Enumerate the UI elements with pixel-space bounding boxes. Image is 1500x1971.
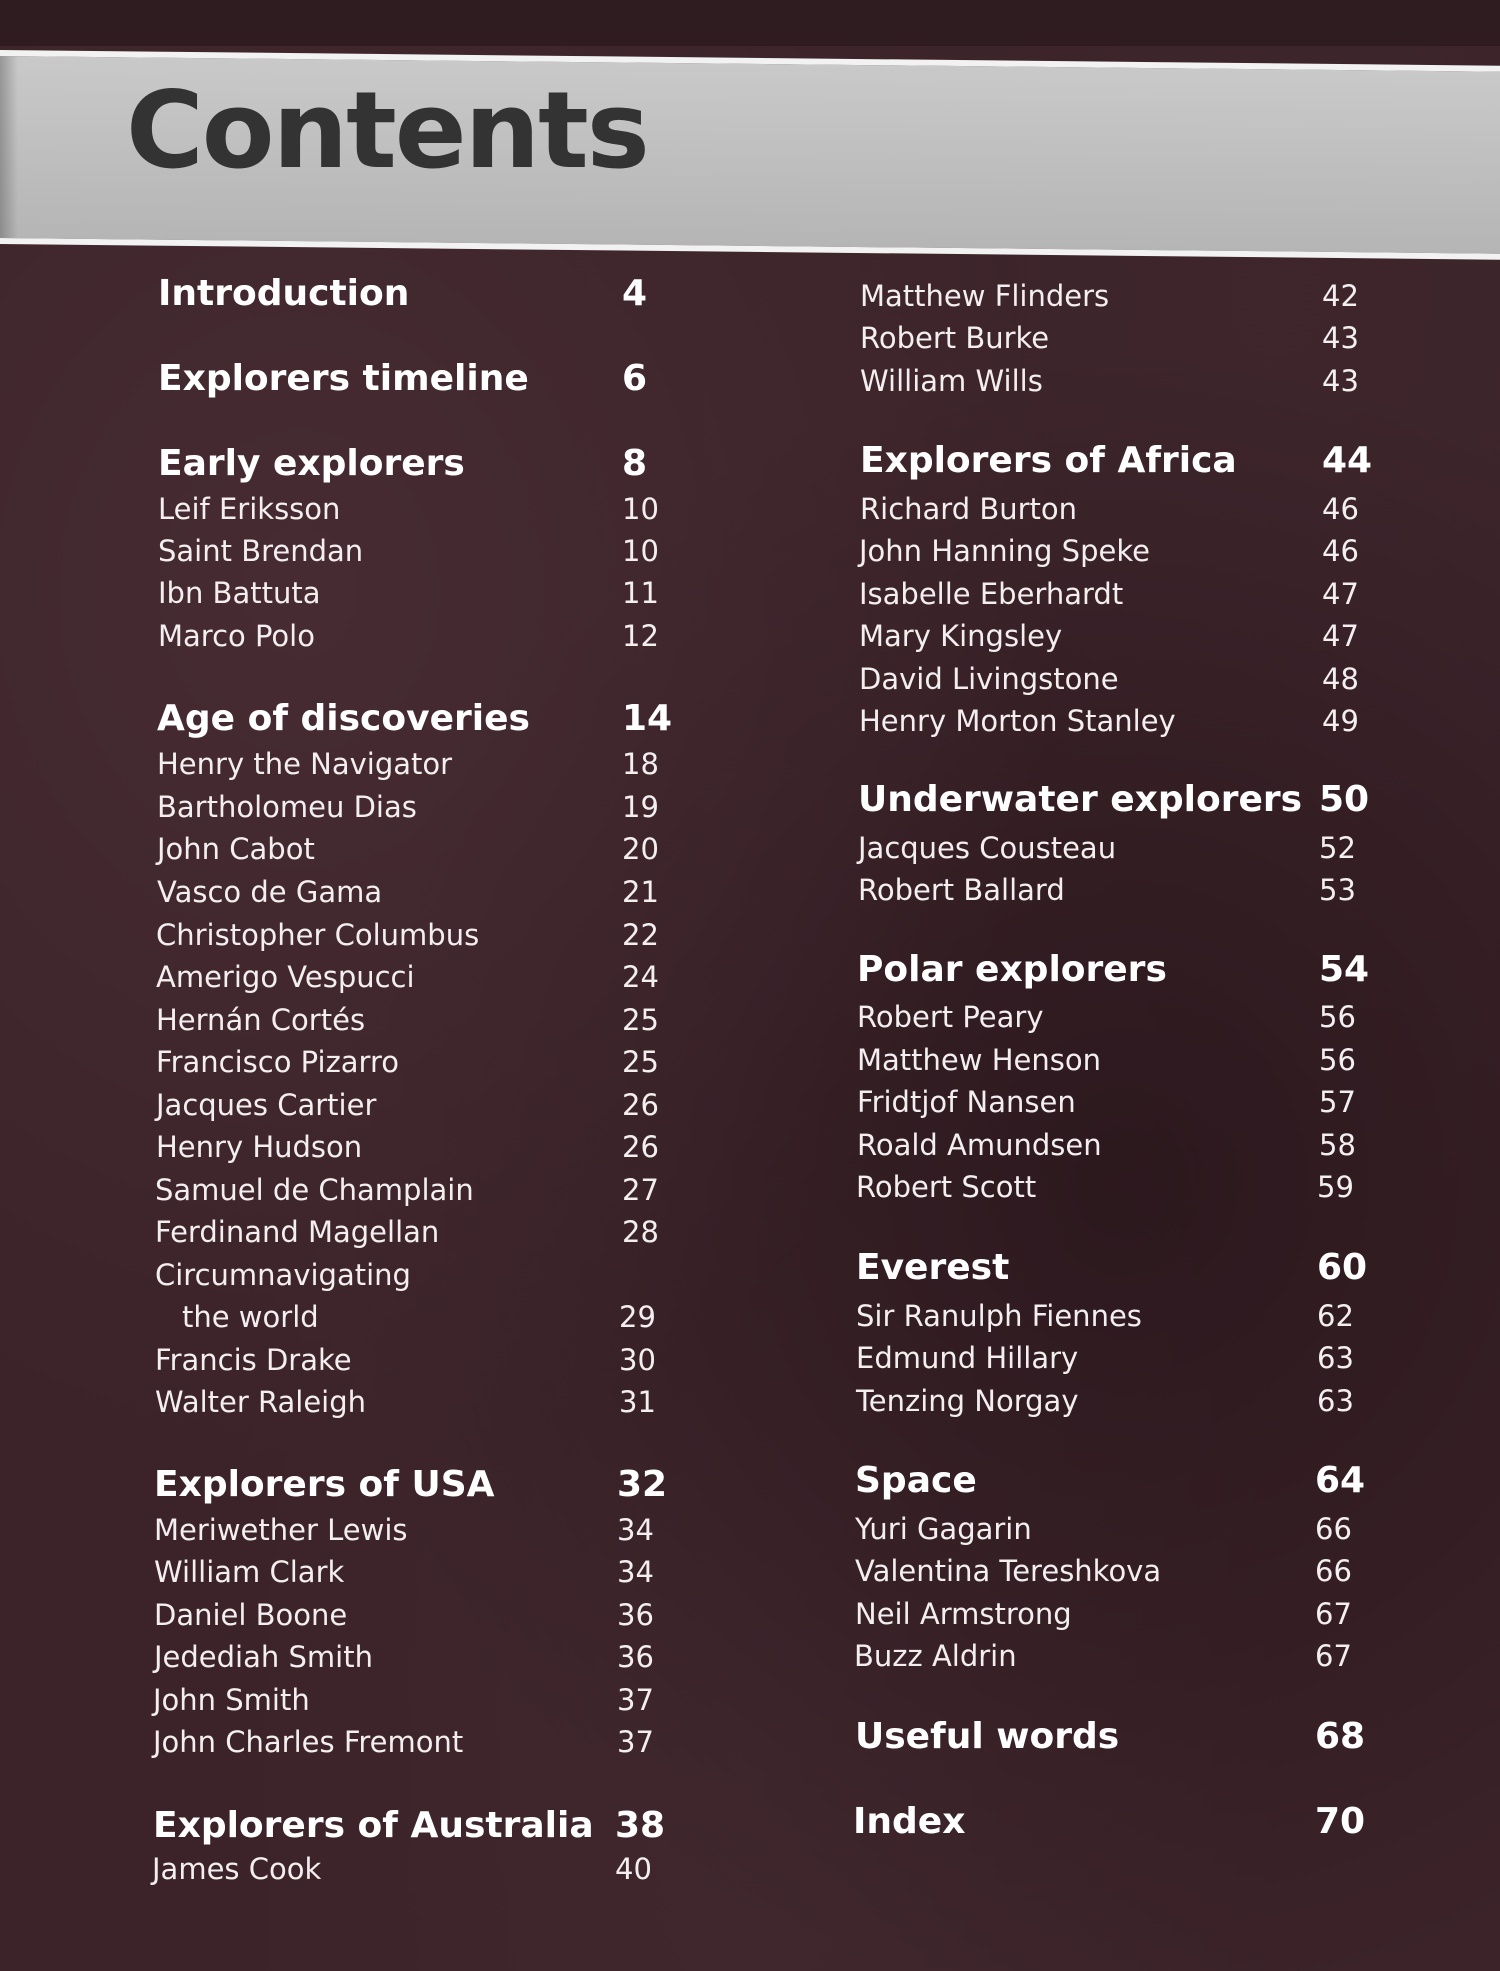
toc-page-number: 29 (619, 1300, 656, 1334)
toc-page-number: 34 (617, 1555, 654, 1589)
toc-page-number: 10 (622, 492, 659, 526)
toc-page-number: 67 (1315, 1597, 1352, 1631)
top-band (0, 0, 1500, 46)
toc-page-number: 53 (1319, 873, 1356, 907)
toc-page-number: 24 (622, 960, 659, 994)
toc-page-number: 21 (622, 875, 659, 909)
toc-item-title: David Livingstone (859, 662, 1119, 696)
toc-item-title: Neil Armstrong (855, 1597, 1072, 1631)
toc-page-number: 27 (622, 1173, 659, 1207)
toc-section-title: Explorers of Australia (153, 1805, 594, 1846)
toc-page-number: 48 (1322, 662, 1359, 696)
toc-page-number: 68 (1315, 1716, 1366, 1757)
toc-page-number: 49 (1322, 704, 1359, 738)
toc-item-title: William Wills (860, 364, 1043, 398)
toc-section-title: Early explorers (158, 443, 465, 484)
toc-item-title: Tenzing Norgay (856, 1384, 1079, 1418)
toc-page-number: 36 (617, 1640, 654, 1674)
toc-item-title: Vasco de Gama (157, 875, 383, 909)
toc-item-title: Hernán Cortés (156, 1003, 366, 1037)
toc-item-title: Bartholomeu Dias (157, 790, 417, 824)
toc-page-number: 56 (1319, 1000, 1356, 1034)
toc-page-number: 63 (1317, 1384, 1354, 1418)
toc-item-title: Francisco Pizarro (156, 1045, 400, 1079)
toc-item-title: Ferdinand Magellan (155, 1215, 440, 1249)
toc-page-number: 26 (622, 1088, 659, 1122)
toc-page-number: 18 (622, 747, 659, 781)
toc-item-title: Henry Hudson (156, 1130, 363, 1164)
toc-item-title: Marco Polo (158, 619, 315, 653)
toc-page-number: 47 (1322, 577, 1359, 611)
toc-page-number: 67 (1315, 1639, 1352, 1673)
toc-page-number: 38 (615, 1805, 666, 1846)
toc-item-title: Edmund Hillary (856, 1341, 1079, 1375)
toc-page-number: 25 (622, 1003, 659, 1037)
toc-item-title: Meriwether Lewis (154, 1513, 408, 1547)
toc-page-number: 22 (622, 918, 659, 952)
toc-section-title: Index (853, 1801, 966, 1842)
toc-page-number: 6 (622, 358, 648, 399)
toc-page-number: 36 (617, 1598, 654, 1632)
toc-page-number: 56 (1319, 1043, 1356, 1077)
toc-item-title: Circumnavigating (155, 1258, 411, 1292)
toc-item-title: Sir Ranulph Fiennes (856, 1299, 1142, 1333)
toc-section-title: Useful words (855, 1716, 1120, 1757)
toc-item-title: Matthew Henson (857, 1043, 1101, 1077)
toc-page-number: 12 (622, 619, 659, 653)
toc-page-number: 10 (622, 534, 659, 568)
toc-page-number: 44 (1322, 440, 1373, 481)
toc-item-title: Jacques Cousteau (858, 831, 1117, 865)
toc-page-number: 66 (1315, 1512, 1352, 1546)
toc-item-title: Saint Brendan (158, 534, 364, 568)
toc-item-title: John Hanning Speke (859, 534, 1150, 568)
toc-page-number: 52 (1319, 831, 1356, 865)
toc-page-number: 60 (1317, 1247, 1368, 1288)
toc-page-number: 19 (622, 790, 659, 824)
toc-page-number: 63 (1317, 1341, 1354, 1375)
toc-item-title: Samuel de Champlain (155, 1173, 474, 1207)
toc-item-title: Buzz Aldrin (854, 1639, 1017, 1673)
toc-item-title: Ibn Battuta (158, 576, 321, 610)
toc-item-title: Yuri Gagarin (855, 1512, 1032, 1546)
toc-page-number: 11 (622, 576, 659, 610)
toc-item-title: John Charles Fremont (153, 1725, 464, 1759)
toc-page-number: 37 (617, 1725, 654, 1759)
toc-item-title: Isabelle Eberhardt (859, 577, 1124, 611)
toc-page-number: 64 (1315, 1460, 1366, 1501)
page-title: Contents (126, 69, 648, 192)
toc-item-title: Fridtjof Nansen (857, 1085, 1076, 1119)
toc-item-title: John Smith (153, 1683, 310, 1717)
toc-page-number: 66 (1315, 1554, 1352, 1588)
toc-page-number: 32 (617, 1464, 668, 1505)
toc-item-title: Mary Kingsley (859, 619, 1063, 653)
toc-section-title: Explorers timeline (158, 358, 529, 399)
toc-page-number: 20 (622, 832, 659, 866)
toc-item-title: Henry the Navigator (157, 747, 453, 781)
toc-page-number: 50 (1319, 779, 1370, 820)
toc-page-number: 28 (622, 1215, 659, 1249)
toc-section-title: Explorers of USA (154, 1464, 495, 1505)
toc-item-title: Leif Eriksson (158, 492, 341, 526)
toc-page-number: 37 (617, 1683, 654, 1717)
toc-item-title: Jedediah Smith (154, 1640, 373, 1674)
toc-page-number: 47 (1322, 619, 1359, 653)
toc-item-title: Daniel Boone (154, 1598, 348, 1632)
toc-page-number: 25 (622, 1045, 659, 1079)
toc-item-title: Jacques Cartier (156, 1088, 377, 1122)
toc-section-title: Age of discoveries (157, 698, 530, 739)
toc-page-number: 31 (619, 1385, 656, 1419)
toc-item-title: Amerigo Vespucci (156, 960, 415, 994)
toc-item-title: William Clark (154, 1555, 345, 1589)
toc-item-title: Robert Peary (857, 1000, 1044, 1034)
toc-page-number: 14 (622, 698, 673, 739)
toc-section-title: Explorers of Africa (860, 440, 1237, 481)
toc-section-title: Introduction (158, 273, 410, 314)
toc-page-number: 26 (622, 1130, 659, 1164)
toc-page-number: 4 (622, 273, 648, 314)
toc-page-number: 54 (1319, 949, 1370, 990)
toc-page-number: 43 (1322, 364, 1359, 398)
toc-item-title: Christopher Columbus (156, 918, 480, 952)
toc-item-title: Henry Morton Stanley (859, 704, 1176, 738)
toc-page-number: 40 (615, 1852, 652, 1886)
toc-page-number: 70 (1315, 1801, 1366, 1842)
banner-shade (0, 56, 18, 238)
toc-item-title: Richard Burton (860, 492, 1078, 526)
toc-item-title: James Cook (152, 1852, 322, 1886)
toc-item-title: Robert Burke (860, 321, 1050, 355)
toc-item-title: Roald Amundsen (857, 1128, 1102, 1162)
toc-page-number: 30 (619, 1343, 656, 1377)
toc-item-title: the world (182, 1300, 319, 1334)
toc-section-title: Everest (856, 1247, 1010, 1288)
toc-page-number: 62 (1317, 1299, 1354, 1333)
toc-page-number: 34 (617, 1513, 654, 1547)
toc-item-title: Francis Drake (155, 1343, 352, 1377)
toc-item-title: Robert Ballard (858, 873, 1065, 907)
toc-page-number: 59 (1317, 1170, 1354, 1204)
toc-item-title: Valentina Tereshkova (855, 1554, 1162, 1588)
toc-item-title: Robert Scott (856, 1170, 1037, 1204)
toc-page-number: 42 (1322, 279, 1359, 313)
toc-page-number: 8 (622, 443, 648, 484)
toc-item-title: Walter Raleigh (155, 1385, 367, 1419)
toc-page-number: 57 (1319, 1085, 1356, 1119)
toc-item-title: John Cabot (157, 832, 315, 866)
toc-page-number: 46 (1322, 492, 1359, 526)
toc-section-title: Polar explorers (857, 949, 1167, 990)
toc-page-number: 58 (1319, 1128, 1356, 1162)
toc-page-number: 43 (1322, 321, 1359, 355)
toc-section-title: Space (855, 1460, 977, 1501)
toc-item-title: Matthew Flinders (860, 279, 1110, 313)
toc-page-number: 46 (1322, 534, 1359, 568)
toc-section-title: Underwater explorers (858, 779, 1303, 820)
